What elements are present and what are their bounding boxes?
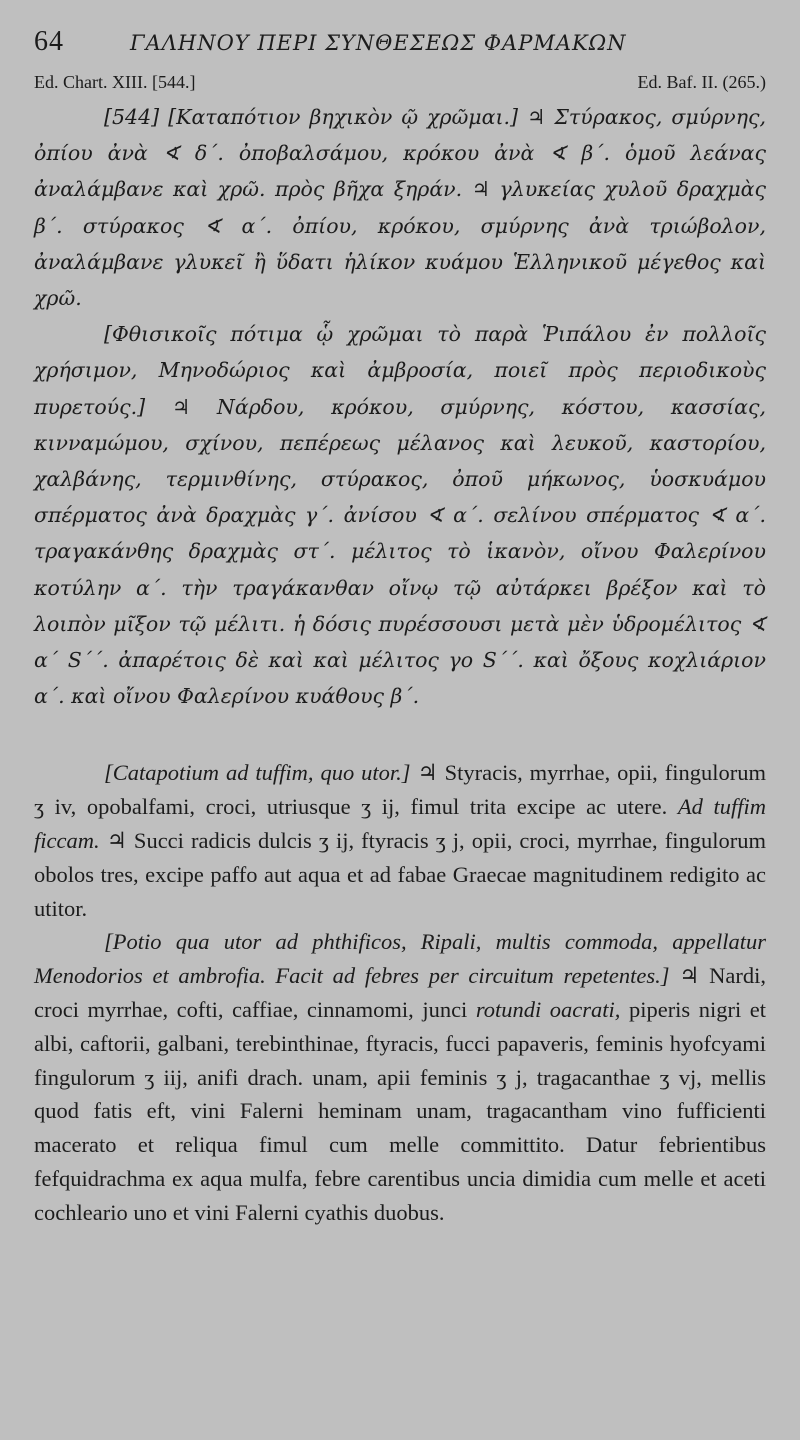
latin-paragraph-1 — [34, 756, 766, 925]
greek-text — [34, 99, 766, 714]
latin-heading-tussis-sicca: Ad tuffim ficcam. — [34, 794, 766, 854]
running-head — [34, 26, 766, 66]
greek-paragraph-1: [544] [Καταπότιον βηχικὸν ῷ χρῶμαι.] ♃ Στύρακος, σμύρνης, ὀπίου ἀνὰ ∢ δ΄. ὀποβαλσάμου, κρόκου ἀνὰ ∢ β΄. ὁμοῦ λεάνας ἀναλάμβανε καὶ χρῶ. πρὸς βῆχα ξηράν. ♃ γλυκείας χυλοῦ δραχμὰς β΄. στύρακος ∢ α΄. ὀπίου, κρόκου, σμύρνης ἀνὰ τριώβολον, ἀναλάμβανε γλυκεῖ ἢ ὕδατι ἡλίκον κυάμου Ἑλληνικοῦ μέγεθος καὶ χρῶ. — [34, 105, 766, 311]
edition-basel: Ed. Baf. II. (265.) — [637, 72, 766, 92]
latin-heading-catapotium: [Catapotium ad tuffim, quo utor.] — [104, 760, 411, 786]
latin-italic-phrase: rotundi oacrati, — [475, 997, 621, 1023]
latin-text-1b: ♃ Succi radicis dulcis ʒ ij, ftyracis ʒ j, opii, croci, myrrhae, fingulorum obolos tres, excipe paffo aut aqua et ad fabae Graecae magnitudinem redigito ac utitor. — [34, 828, 766, 921]
greek-paragraph-2: [Φθισικοῖς πότιμα ᾧ χρῶμαι τὸ παρὰ Ῥιπάλου ἐν πολλοῖς χρήσιμον, Μηνοδώριος καὶ ἀμβροσία, ποιεῖ πρὸς περιοδικοὺς πυρετούς.] ♃ Νάρδου, κρόκου, σμύρνης, κόστου, κασσίας, κινναμώμου, σχίνου, πεπέρεως μέλανος καὶ λευκοῦ, καστορίου, χαλβάνης, τερμινθίνης, στύρακος, ὀποῦ μήκωνος, ὑοσκυάμου σπέρματος ἀνὰ δραχμὰς γ΄. ἀνίσου ∢ α΄. σελίνου σπέρματος ∢ α΄. τραγακάνθης δραχμὰς στ΄. μέλιτος τὸ ἱκανὸν, οἴνου Φαλερίνου κοτύλην α΄. τὴν τραγάκανθαν οἴνῳ τῷ αὐτάρκει βρέξον καὶ τὸ λοιπὸν μῖξον τῷ μέλιτι. ἡ δόσις πυρέσσουσι μετὰ μὲν ὑδρομέλιτος ∢ α΄ S΄΄. ἀπαρέτοις δὲ καὶ καὶ μέλιτος γο S΄΄. καὶ ὄξους κοχλιάριον α΄. καὶ οἴνου Φαλερίνου κυάθους β΄. — [34, 322, 766, 709]
page-number: 64 — [34, 26, 64, 57]
edition-chartier: Ed. Chart. XIII. [544.] — [34, 72, 196, 92]
latin-paragraph-2 — [34, 925, 766, 1229]
edition-references — [34, 72, 766, 93]
latin-translation — [34, 756, 766, 1229]
latin-text-1a: ♃ Styracis, myrrhae, opii, fingulorum ʒ iv, opobalfami, croci, utriusque ʒ ij, fimul trita excipe ac utere. — [34, 760, 766, 820]
latin-text-2a: ♃ Nardi, croci myrrhae, cofti, caffiae, cinnamomi, junci — [34, 963, 767, 1023]
latin-heading-potio: [Potio qua utor ad phthificos, Ripali, multis commoda, appellatur Menodorios et ambrofia. Facit ad febres per circuitum repetentes.] — [34, 929, 766, 989]
running-title: ΓΑΛΗΝΟΥ ΠΕΡΙ ΣΥΝΘΕΣΕΩΣ ΦΑΡΜΑΚΩΝ — [130, 31, 627, 55]
latin-text-2b: piperis nigri et albi, caftorii, galbani, terebinthinae, ftyracis, fucci papaveris, feminis hyofcyami fingulorum ʒ iij, anifi drach. unam, apii feminis ʒ j, tragacanthae ʒ vj, mellis quod fatis eft, vini Falerni heminam unam, tragacantham vino fufficienti macerato et reliqua fimul cum melle committito. Datur febrientibus fefquidrachma ex aqua mulfa, febre carentibus uncia dimidia cum melle et aceti cochleario uno et vini Falerni cyathis duobus. — [34, 997, 766, 1225]
